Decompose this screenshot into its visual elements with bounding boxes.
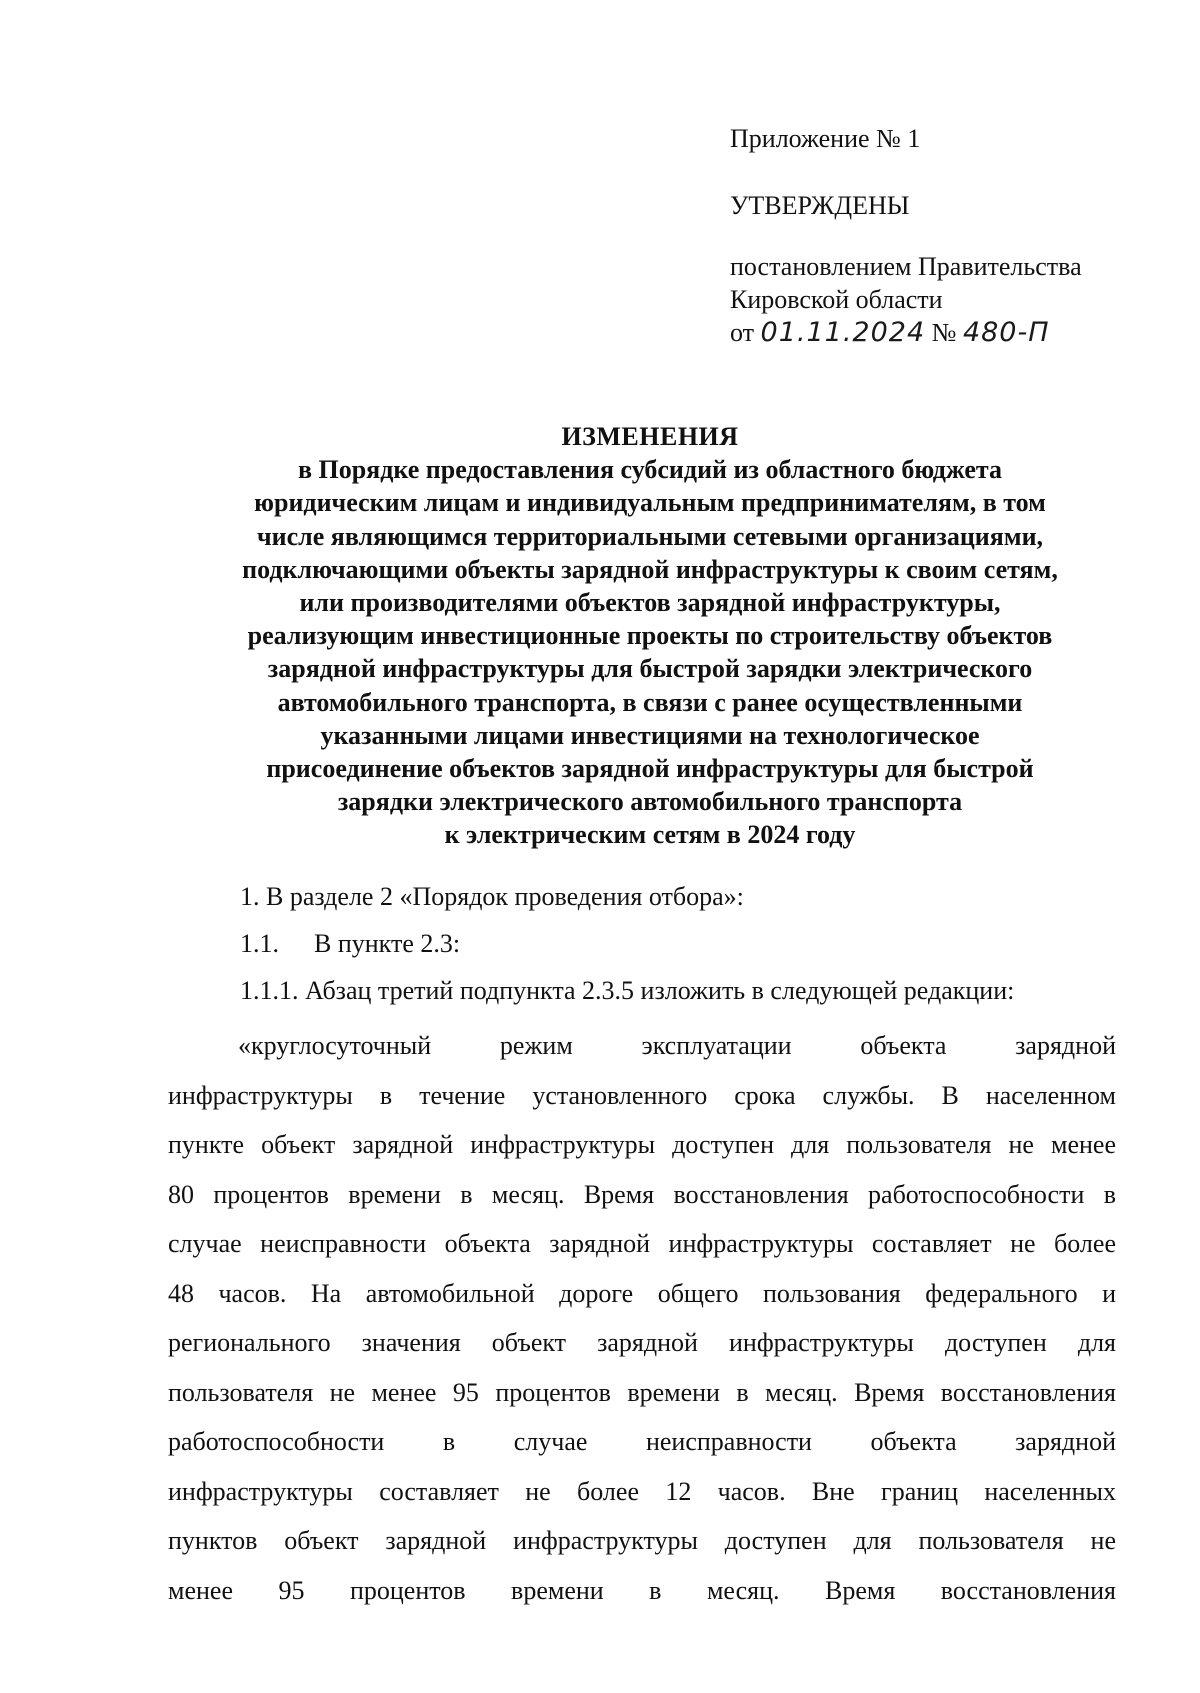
quoted-paragraph (168, 1021, 1116, 1615)
paragraph-line: работоспособности в случае неисправности объекта зарядной (168, 1427, 1116, 1456)
item-1-1 (168, 927, 1116, 961)
paragraph-line: инфраструктуры в течение установленного срока службы. В населенном (168, 1080, 1116, 1110)
decree-date: 01.11.2024 (760, 317, 926, 348)
item-text: В пункте 2.3: (314, 929, 461, 958)
item-text: В разделе 2 «Порядок проведения отбора»: (266, 882, 744, 911)
document-body (168, 880, 1116, 1615)
paragraph-line: случае неисправности объекта зарядной инфраструктуры составляет не более (168, 1229, 1116, 1258)
paragraph-line: пункте объект зарядной инфраструктуры доступен для пользователя не менее (168, 1130, 1116, 1159)
paragraph-line: инфраструктуры составляет не более 12 часов. Вне границ населенных (168, 1476, 1116, 1506)
annex-label: Приложение № 1 (730, 124, 921, 153)
decree-number: 480-П (962, 317, 1050, 348)
approval-block (730, 122, 1170, 349)
title-subtitle: в Порядке предоставления субсидий из областного бюджета юридическим лицам и индивидуальным предпринимателям, в том числе являющимся территориальными сетевыми организациями, подключающими объекты зарядной инфраструктуры к своим сетям, или производителями объектов зарядной инфраструктуры, реализующим инвестиционные проекты по строительству объектов зарядной инфраструктуры для быстрой зарядки электрического автомобильного транспорта, в связи с ранее осуществленными указанными лицами инвестициями на технологическое присоединение объектов зарядной инфраструктуры для быстрой зарядки электрического автомобильного транспорта к электрическим сетям в 2024 году (242, 455, 1058, 850)
decree-line-1: постановлением Правительства (730, 252, 1082, 281)
paragraph-line: 80 процентов времени в месяц. Время восстановления работоспособности в (168, 1179, 1116, 1209)
paragraph-line: пунктов объект зарядной инфраструктуры доступен для пользователя не (168, 1526, 1116, 1555)
decree-prefix: от (730, 318, 755, 347)
paragraph-line: «круглосуточный режим эксплуатации объекта зарядной (238, 1031, 1116, 1060)
paragraph-line: 48 часов. На автомобильной дороге общего пользования федерального и (168, 1278, 1116, 1308)
approved-label: УТВЕРЖДЕНЫ (730, 191, 910, 220)
item-text: Абзац третий подпункта 2.3.5 изложить в следующей редакции: (305, 976, 1015, 1005)
document-title (130, 420, 1170, 852)
item-number: 1. (240, 882, 260, 911)
decree-number-sign: № (931, 318, 957, 347)
title-heading: ИЗМЕНЕНИЯ (561, 422, 739, 451)
item-1-1-1 (168, 974, 1116, 1008)
paragraph-line: пользователя не менее 95 процентов времени в месяц. Время восстановления (168, 1377, 1116, 1407)
decree-line-2: Кировской области (730, 285, 943, 314)
decree-date-line (730, 316, 1170, 349)
item-1 (168, 880, 1116, 914)
paragraph-line: менее 95 процентов времени в месяц. Время восстановления (168, 1575, 1116, 1605)
paragraph-line: регионального значения объект зарядной инфраструктуры доступен для (168, 1328, 1116, 1357)
item-number: 1.1.1. (240, 976, 299, 1005)
item-number: 1.1. (240, 929, 279, 958)
